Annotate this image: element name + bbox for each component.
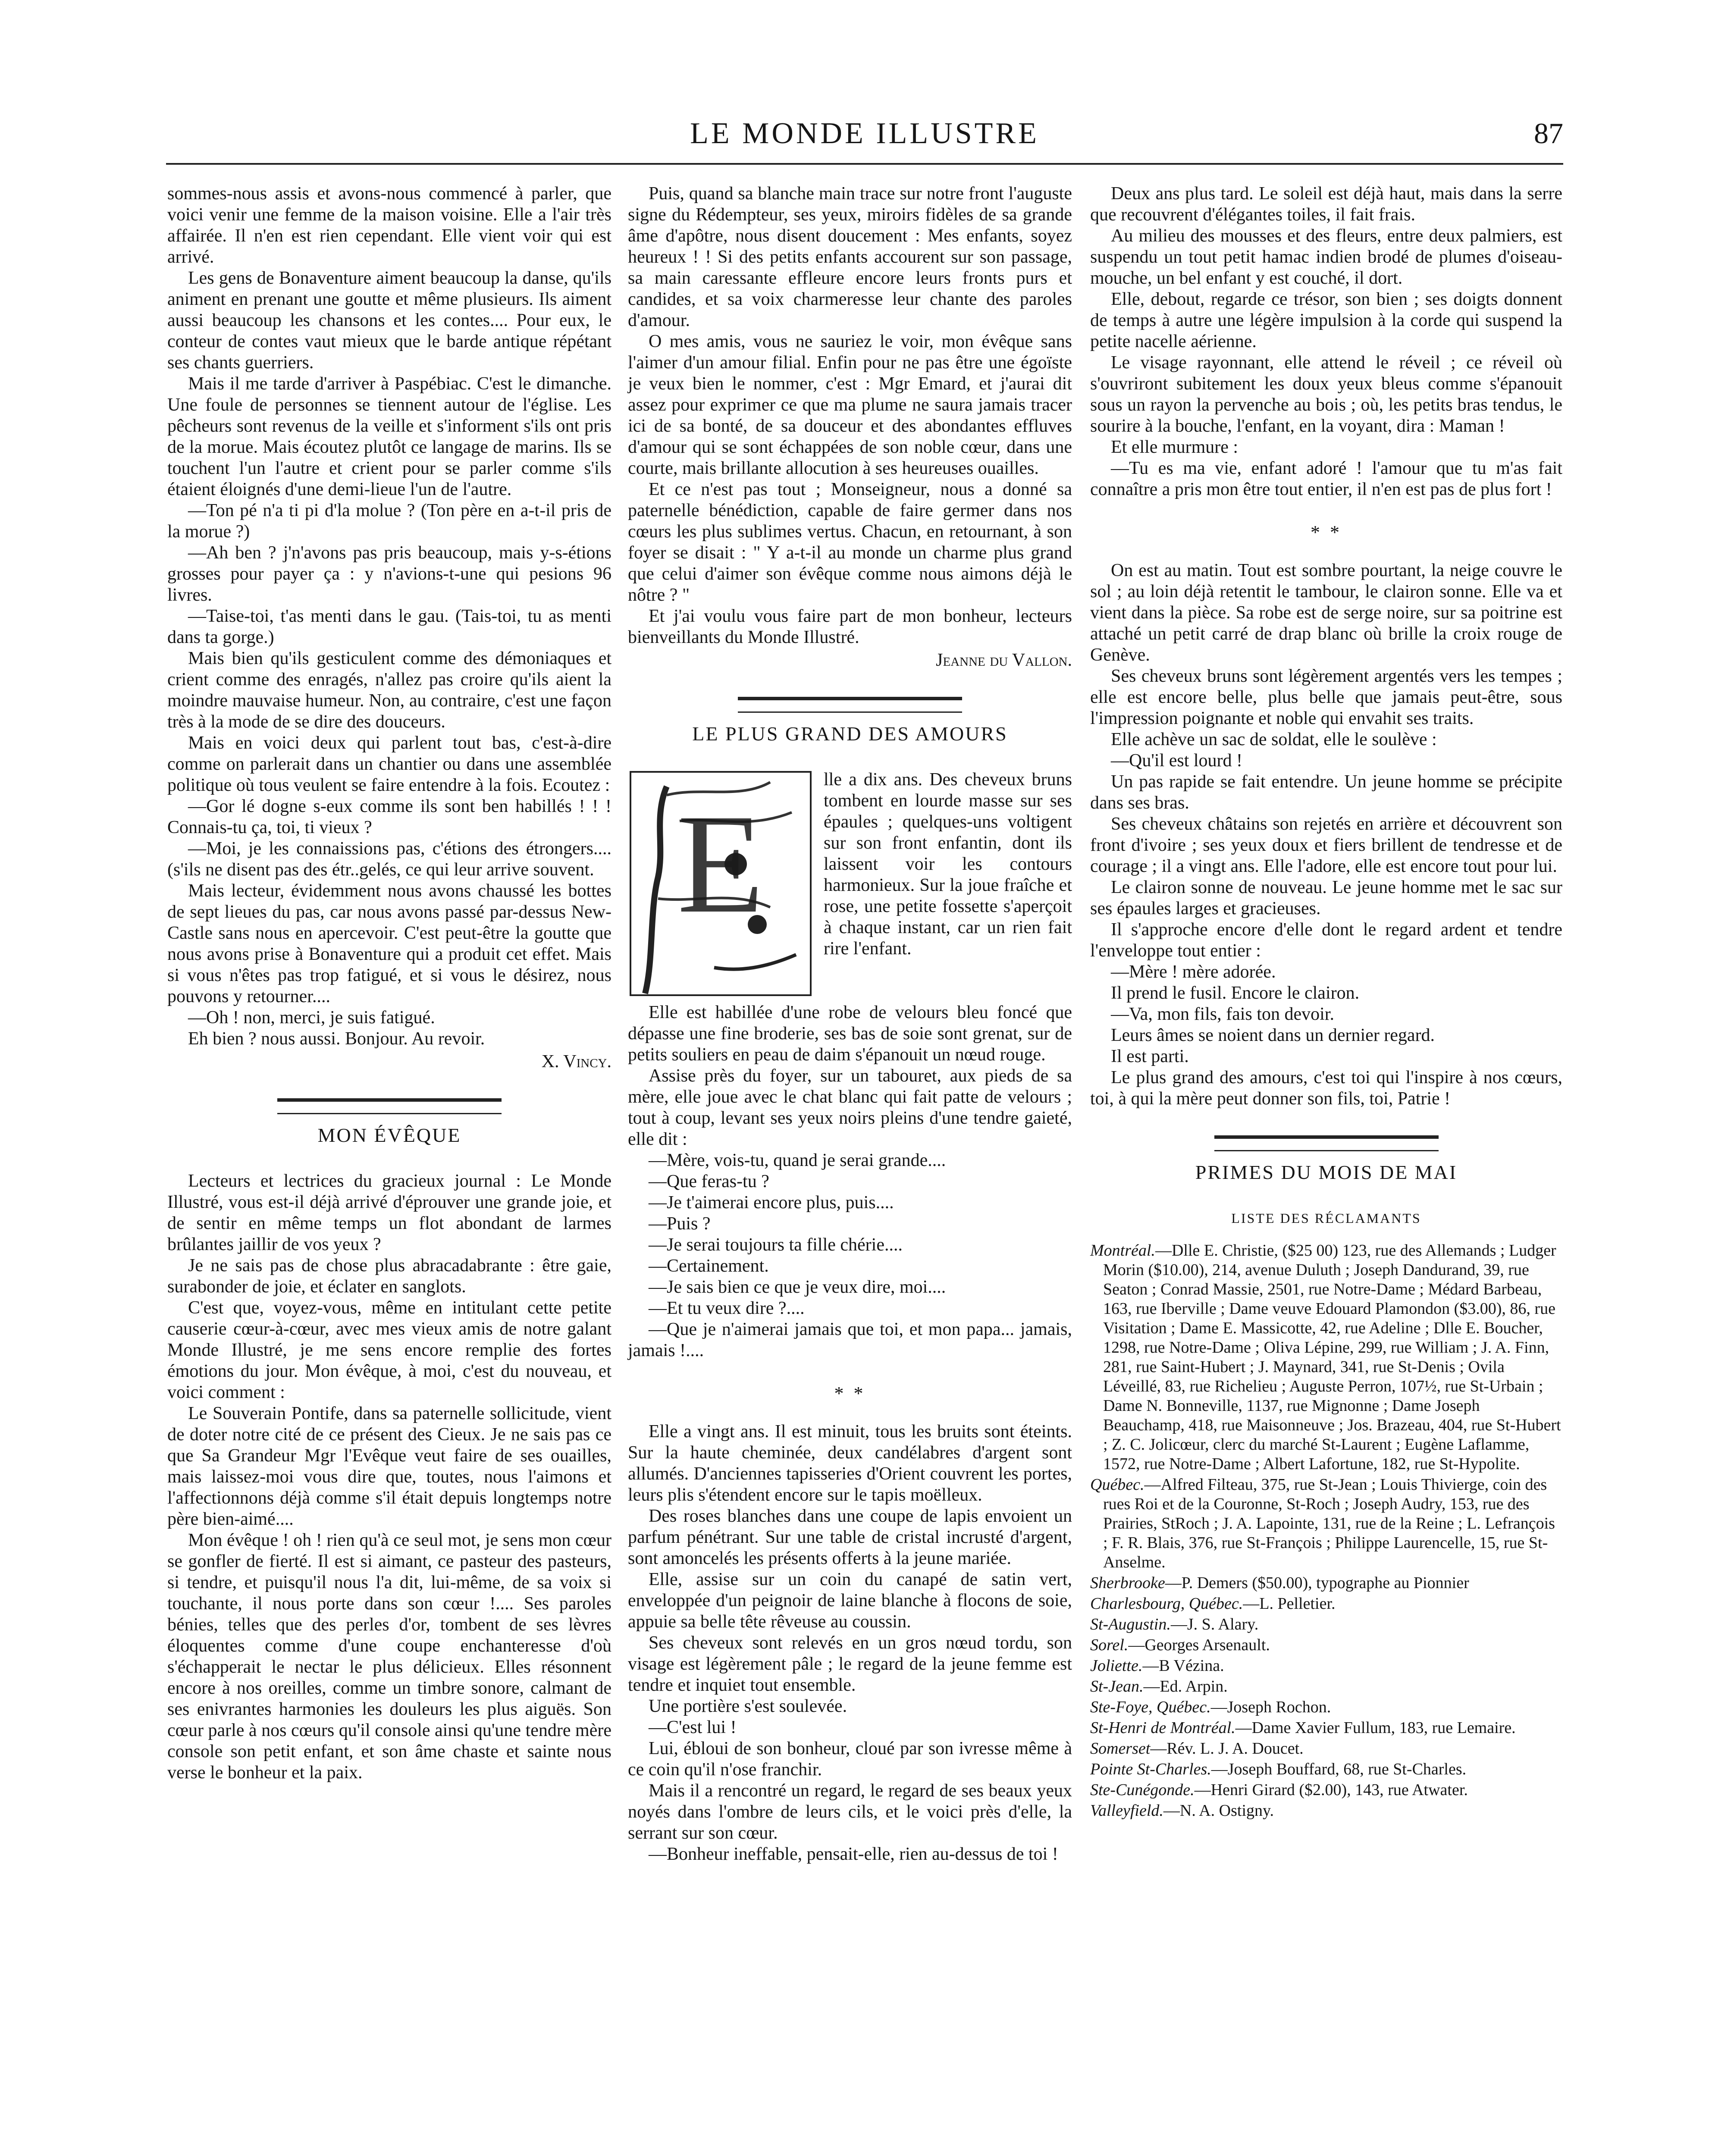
paragraph: Il est parti. — [1111, 1047, 1189, 1066]
paragraph: —Oh ! non, merci, je suis fatigué. — [188, 1008, 435, 1028]
paragraph: On est au matin. Tout est sombre pourtant, la neige couvre le sol ; au loin déjà retentit le tambour, le clairon sonne. Elle va et vient dans la pièce. Sa robe est de serge noire, sur sa poitrine est attaché un petit carré de drap blanc où brille la croix rouge de Genève. — [1090, 561, 1562, 665]
list-item — [1090, 1636, 1562, 1655]
section-stars: * * — [834, 1383, 866, 1404]
paragraph: —Ah ben ? j'n'avons pas pris beaucoup, mais y-s-étions grosses pour payer ça : y n'avions-t-une qui pesions 96 livres. — [167, 543, 611, 605]
claimant-names: —N. A. Ostigny. — [1163, 1802, 1274, 1820]
list-item — [1090, 1801, 1562, 1821]
column-3 — [1090, 183, 1562, 1822]
paragraph: Deux ans plus tard. Le soleil est déjà haut, mais dans la serre que recouvrent d'élégantes toiles, il fait frais. — [1090, 184, 1562, 225]
author-signature: Jeanne du Vallon. — [936, 650, 1072, 670]
claimant-names: —Alfred Filteau, 375, rue St-Jean ; Louis Thivierge, coin des rues Roi et de la Couronne, St-Roch ; Joseph Audry, 153, rue des Prairies, StRoch ; J. A. Lapointe, 131, rue de la Reine ; L. Lefrançois ; F. R. Blais, 376, rue St-François ; Philippe Laurencelle, 15, rue St-Anselme. — [1103, 1476, 1555, 1571]
column-2 — [628, 183, 1072, 1865]
dialogue-line: —Et tu veux dire ?.... — [649, 1298, 805, 1318]
paragraph: Le plus grand des amours, c'est toi qui l'inspire à nos cœurs, toi, à qui la mère peut donner son fils, toi, Patrie ! — [1090, 1068, 1562, 1109]
paragraph: O mes amis, vous ne sauriez le voir, mon évêque sans l'aimer d'un amour filial. Enfin pour ne pas être une égoïste je veux bien le nommer, c'est : Mgr Emard, et j'aurai dit assez pour exprimer ce que ma plume ne saura jamais tracer ici de sa bonté, de sa douceur et des abondantes effluves d'amour qui se sont échappées de son noble cœur, dans une courte, mais brillante allocution à ses heureuses ouailles. — [628, 332, 1072, 478]
paragraph: Mais en voici deux qui parlent tout bas, c'est-à-dire comme on parlerait dans un chantier ou dans une assemblée politique où tous veulent se faire entendre à la fois. Ecoutez : — [167, 733, 611, 795]
dialogue-line: —Puis ? — [649, 1214, 711, 1234]
claimant-names: —J. S. Alary. — [1170, 1615, 1259, 1633]
claimant-place: Somerset — [1090, 1739, 1151, 1758]
claimant-place: Ste-Foye, Québec. — [1090, 1698, 1211, 1716]
paragraph: Des roses blanches dans une coupe de lapis envoient un parfum pénétrant. Sur une table de cristal incrusté d'argent, sont amoncelés les présents offerts à la jeune mariée. — [628, 1506, 1072, 1568]
claimant-names: —Ed. Arpin. — [1143, 1677, 1228, 1695]
dropcap-letter: E — [677, 785, 764, 943]
claimant-place: St-Henri de Montréal. — [1090, 1719, 1235, 1737]
dialogue-line: —Je sais bien ce que je veux dire, moi.... — [649, 1277, 946, 1297]
paragraph: Elle, assise sur un coin du canapé de satin vert, enveloppée d'un peignoir de laine blanche à flocons de soie, appuie sa belle tête rêveuse au coussin. — [628, 1570, 1072, 1632]
list-item — [1090, 1241, 1562, 1474]
paragraph: Lui, ébloui de son bonheur, cloué par son ivresse même à ce coin qu'il n'ose franchir. — [628, 1739, 1072, 1780]
claimants-list — [1090, 1241, 1562, 1821]
paragraph: Un pas rapide se fait entendre. Un jeune homme se précipite dans ses bras. — [1090, 772, 1562, 813]
list-item — [1090, 1718, 1562, 1738]
paragraph: Leurs âmes se noient dans un dernier regard. — [1111, 1025, 1435, 1045]
list-item — [1090, 1760, 1562, 1779]
paragraph: Mais il me tarde d'arriver à Paspébiac. C'est le dimanche. Une foule de personnes se tiennent autour de l'église. Les pêcheurs sont revenus de la veille et s'informent s'ils ont pris de la morue. Mais écoutez plutôt ce langage de marins. Ils se touchent l'un l'autre et crient pour se parler comme s'ils étaient éloignés d'une demi-lieue l'un de l'autre. — [167, 374, 611, 499]
claimant-place: Charlesbourg, Québec. — [1090, 1595, 1243, 1613]
list-item — [1090, 1594, 1562, 1614]
dialogue-line: —Je t'aimerai encore plus, puis.... — [649, 1193, 894, 1213]
column-1 — [167, 183, 611, 1783]
paragraph: Mais lecteur, évidemment nous avons chaussé les bottes de sept lieues du pas, car nous avons passé par-dessus New-Castle sans nous en apercevoir. C'est peut-être la goutte que nous avons prise à Bonaventure qui a produit cet effet. Mais si vous n'êtes pas trop fatigué, et si vous le désirez, nous pouvons y retourner.... — [167, 881, 611, 1006]
paragraph: Ses cheveux bruns sont légèrement argentés vers les tempes ; elle est encore belle, plus belle que jamais peut-être, sous l'impression poignante et noble qui envahit ses traits. — [1090, 666, 1562, 728]
claimant-names: —Georges Arsenault. — [1128, 1636, 1270, 1654]
paragraph: sommes-nous assis et avons-nous commencé à parler, que voici venir une femme de la maison voisine. Elle a l'air très affairée. Il n'en est rien cependant. Elle vient voir qui est arrivé. — [167, 184, 611, 267]
claimant-place: Sherbrooke — [1090, 1574, 1165, 1592]
paragraph: —Bonheur ineffable, pensait-elle, rien au-dessus de toi ! — [649, 1844, 1058, 1864]
paragraph: Je ne sais pas de chose plus abracadabrante : être gaie, surabonder de joie, et éclater en sanglots. — [167, 1256, 611, 1297]
paragraph: Il s'approche encore d'elle dont le regard ardent et tendre l'enveloppe tout entier : — [1090, 920, 1562, 961]
list-item — [1090, 1573, 1562, 1593]
paragraph: Elle, debout, regarde ce trésor, son bien ; ses doigts donnent de temps à autre une légère impulsion à la corde qui suspend la petite nacelle aérienne. — [1090, 289, 1562, 351]
paragraph: Mon évêque ! oh ! rien qu'à ce seul mot, je sens mon cœur se gonfler de fierté. Il est si aimant, ce pasteur des pasteurs, si tendre, et puisqu'il nous l'a dit, lui-même, de sa voix si touchante, il nous porte dans son cœur !.... Ses paroles bénies, telles que des perles d'or, tombent de ses lèvres éloquentes comme d'une coupe enchanteresse d'où s'échapperait le nectar le plus délicieux. Elles résonnent encore à nos oreilles, comme un timbre sonore, calmant de ses enivrantes harmonies les douleurs les plus aiguës. Son cœur parle à nos cœurs qu'il console ainsi qu'une tendre mère console son petit enfant, et son âme chaste et sainte nous verse le bonheur et la paix. — [167, 1530, 611, 1783]
paragraph: Une portière s'est soulevée. — [649, 1696, 847, 1716]
claimant-place: Pointe St-Charles. — [1090, 1760, 1211, 1778]
claimant-names: —Joseph Rochon. — [1210, 1698, 1331, 1716]
dialogue-line: —Je serai toujours ta fille chérie.... — [649, 1235, 903, 1255]
claimant-place: Montréal. — [1090, 1241, 1155, 1260]
paragraph: Et elle murmure : — [1111, 437, 1239, 457]
section-rule — [277, 1098, 502, 1114]
claimant-names: —Rév. L. J. A. Doucet. — [1150, 1739, 1304, 1758]
paragraph: Eh bien ? nous aussi. Bonjour. Au revoir. — [188, 1029, 485, 1049]
section-rule — [738, 697, 962, 713]
section-rule — [1214, 1135, 1439, 1151]
list-item — [1090, 1677, 1562, 1696]
dialogue-line: —Qu'il est lourd ! — [1111, 751, 1243, 771]
paragraph: Ses cheveux sont relevés en un gros nœud tordu, son visage est légèrement pâle ; le regard de la jeune femme est tendre et inquiet tout ensemble. — [628, 1633, 1072, 1695]
claimant-place: Sorel. — [1090, 1636, 1129, 1654]
paragraph: Assise près du foyer, sur un tabouret, aux pieds de sa mère, elle joue avec le chat blanc qui fait patte de velours ; tout à coup, levant ses yeux noirs pleins d'une tendre gaieté, elle dit : — [628, 1066, 1072, 1149]
claimant-place: Valleyfield. — [1090, 1802, 1163, 1820]
paragraph: Le Souverain Pontife, dans sa paternelle sollicitude, vient de doter notre cité de ce présent des Cieux. Je ne sais pas ce que Sa Grandeur Mgr l'Evêque veut faire de ses ouailles, mais laissez-moi vous dire que, toutes, nous l'aimons et l'affectionnons déjà comme s'il était depuis longtemps notre père bien-aimé.... — [167, 1404, 611, 1529]
claimant-names: —Dlle E. Christie, ($25 00) 123, rue des Allemands ; Ludger Morin ($10.00), 214, avenue Duluth ; Joseph Dandurand, 39, rue Seaton ; Conrad Massie, 2501, rue Notre-Dame ; Médard Barbeau, 163, rue Iberville ; Dame veuve Edouard Plamondon ($3.00), 86, rue Visitation ; Dame E. Massicotte, 42, rue Adeline ; Dlle E. Boucher, 1298, rue Notre-Dame ; Oliva Lépine, 299, rue William ; J. A. Finn, 281, rue Saint-Hubert ; J. Maynard, 341, rue St-Denis ; Ovila Léveillé, 83, rue Richelieu ; Auguste Perron, 107½, rue St-Urbain ; Dame N. Bonneville, 1137, rue Mignonne ; Dame Joseph Beauchamp, 418, rue Maisonneuve ; Jos. Brazeau, 404, rue St-Hubert ; Z. C. Jolicœur, clerc du marché St-Laurent ; Eugène Laflamme, 1572, rue Notre-Dame ; Albert Lafortune, 182, rue St-Hypolite. — [1103, 1241, 1561, 1473]
paragraph: Les gens de Bonaventure aiment beaucoup la danse, qu'ils animent en prenant une goutte et même plusieurs. Ils aiment aussi beaucoup les chansons et les contes.... Pour eux, le conteur de contes vaut mieux que le barde antique répétant ses chants guerriers. — [167, 268, 611, 373]
paragraph: Au milieu des mousses et des fleurs, entre deux palmiers, est suspendu un tout petit hamac indien brodé de plumes d'oiseau-mouche, un bel enfant y est couché, il dort. — [1090, 226, 1562, 288]
dialogue-line: —Va, mon fils, fais ton devoir. — [1111, 1004, 1334, 1024]
page-header — [166, 108, 1563, 160]
list-item — [1090, 1698, 1562, 1717]
claimant-names: —L. Pelletier. — [1243, 1595, 1336, 1613]
illustrated-dropcap — [628, 769, 813, 998]
header-rule — [166, 163, 1563, 165]
dialogue-line: —C'est lui ! — [649, 1717, 737, 1737]
claimant-names: —Henri Girard ($2.00), 143, rue Atwater. — [1194, 1781, 1468, 1799]
claimant-names: —B Vézina. — [1142, 1657, 1224, 1675]
section-title: PRIMES DU MOIS DE MAI — [1195, 1161, 1458, 1183]
section-subtitle: LISTE DES RÉCLAMANTS — [1231, 1210, 1421, 1226]
paragraph: —Ton pé n'a ti pi d'la molue ? (Ton père en a-t-il pris de la morue ?) — [167, 501, 611, 542]
claimant-names: —Joseph Bouffard, 68, rue St-Charles. — [1211, 1760, 1467, 1778]
paragraph: Le clairon sonne de nouveau. Le jeune homme met le sac sur ses épaules larges et gracieuses. — [1090, 877, 1562, 918]
paragraph: Mais il a rencontré un regard, le regard de ses beaux yeux noyés dans l'ombre de leurs cils, et le voici près d'elle, la serrant sur son cœur. — [628, 1781, 1072, 1843]
dialogue-line: —Que je n'aimerai jamais que toi, et mon papa... jamais, jamais !.... — [628, 1319, 1072, 1360]
paragraph: —Gor lé dogne s-eux comme ils sont ben habillés ! ! ! Connais-tu ça, toi, ti vieux ? — [167, 796, 611, 837]
dialogue-line: —Mère ! mère adorée. — [1111, 962, 1276, 982]
paragraph: —Taise-toi, t'as menti dans le gau. (Tais-toi, tu as menti dans ta gorge.) — [167, 606, 611, 647]
paragraph: Puis, quand sa blanche main trace sur notre front l'auguste signe du Rédempteur, ses yeux, miroirs fidèles de sa grande âme d'apôtre, nous disent doucement : Mes enfants, soyez heureux ! ! Si des petits enfants accourent sur son passage, sa main caressante effleure encore leurs fronts purs et candides, et sa voix charmeresse leur chante des paroles d'amour. — [628, 184, 1072, 330]
paragraph: Le visage rayonnant, elle attend le réveil ; ce réveil où s'ouvriront subitement les doux yeux bleus comme s'épanouit sous un rayon la pervenche au bois ; où, les petits bras tendus, le sourire à la bouche, l'enfant, en la voyant, dira : Maman ! — [1090, 353, 1562, 436]
paragraph: Il prend le fusil. Encore le clairon. — [1111, 983, 1360, 1003]
dialogue-line: —Certainement. — [649, 1256, 769, 1276]
claimant-place: St-Jean. — [1090, 1677, 1144, 1695]
claimant-names: —P. Demers ($50.00), typographe au Pionnier — [1165, 1574, 1469, 1592]
paragraph: —Tu es ma vie, enfant adoré ! l'amour que tu m'as fait connaître a pris mon être tout entier, il n'en est pas de plus fort ! — [1090, 458, 1562, 499]
list-item — [1090, 1475, 1562, 1572]
paragraph: Ses cheveux châtains son rejetés en arrière et découvrent son front d'ivoire ; ses yeux doux et fiers brillent de tendresse et de courage ; il a vingt ans. Elle l'adore, elle est encore tout pour lui. — [1090, 814, 1562, 876]
list-item — [1090, 1739, 1562, 1758]
dialogue-line: —Que feras-tu ? — [649, 1172, 769, 1191]
claimant-place: Québec. — [1090, 1476, 1145, 1494]
claimant-place: St-Augustin. — [1090, 1615, 1171, 1633]
paragraph: C'est que, voyez-vous, même en intitulant cette petite causerie cœur-à-cœur, avec mes vieux amis de notre galant Monde Illustré, je me sens encore remplie des fortes émotions du jour. Mon évêque, à moi, c'est du nouveau, et voici comment : — [167, 1298, 611, 1402]
list-item — [1090, 1615, 1562, 1634]
paragraph: Elle a vingt ans. Il est minuit, tous les bruits sont éteints. Sur la haute cheminée, deux candélabres d'argent sont allumés. D'anciennes tapisseries d'Orient couvrent les portes, leurs plis s'étendent encore sur le tapis moëlleux. — [628, 1422, 1072, 1505]
dialogue-line: —Mère, vois-tu, quand je serai grande.... — [649, 1150, 946, 1170]
claimant-names: —Dame Xavier Fullum, 183, rue Lemaire. — [1235, 1719, 1516, 1737]
paragraph: lle a dix ans. Des cheveux bruns tombent en lourde masse sur ses épaules ; quelques-uns voltigent sur son front enfantin, dont ils laissent voir les contours harmonieux. Sur la joue fraîche et rose, une petite fossette s'aperçoit à chaque instant, car un rien fait rire l'enfant. — [824, 770, 1072, 959]
section-title: MON ÉVÊQUE — [317, 1124, 461, 1146]
paragraph: Elle est habillée d'une robe de velours bleu foncé que dépasse une fine broderie, ses bas de soie sont grenat, sur de petits souliers en peau de daim s'épanouit un nœud rouge. — [628, 1003, 1072, 1065]
paragraph: Elle achève un sac de soldat, elle le soulève : — [1111, 730, 1437, 749]
paragraph: Mais bien qu'ils gesticulent comme des démoniaques et crient comme des enragés, n'allez pas croire qu'ils aient la moindre mauvaise humeur. Non, au contraire, c'est une façon très à la mode de se dire des douceurs. — [167, 649, 611, 732]
author-signature: X. Vincy. — [541, 1052, 611, 1072]
section-stars: * * — [1311, 522, 1342, 543]
paragraph: Lecteurs et lectrices du gracieux journal : Le Monde Illustré, vous est-il déjà arrivé d'éprouver une grande joie, et de sentir en même temps un flot abondant de larmes brûlantes jaillir de vos yeux ? — [167, 1171, 611, 1254]
paragraph: —Moi, je les connaissions pas, c'étions des étrongers.... (s'ils ne disent pas des étr..gelés, ce qui leur arrive souvent. — [167, 839, 611, 880]
page-number: 87 — [1534, 117, 1563, 150]
paragraph: Et j'ai voulu vous faire part de mon bonheur, lecteurs bienveillants du Monde Illustré. — [628, 606, 1072, 647]
claimant-place: Joliette. — [1090, 1657, 1143, 1675]
paragraph: Et ce n'est pas tout ; Monseigneur, nous a donné sa paternelle bénédiction, capable de faire germer dans nos cœurs les plus sublimes vertus. Chacun, en retournant, à son foyer se disait : " Y a-t-il au monde un charme plus grand que celui d'aimer son évêque comme nous aimons déjà le nôtre ? " — [628, 479, 1072, 605]
section-title: LE PLUS GRAND DES AMOURS — [692, 723, 1008, 745]
list-item — [1090, 1780, 1562, 1800]
masthead-title: LE MONDE ILLUSTRE — [690, 117, 1039, 150]
list-item — [1090, 1656, 1562, 1676]
claimant-place: Ste-Cunégonde. — [1090, 1781, 1195, 1799]
